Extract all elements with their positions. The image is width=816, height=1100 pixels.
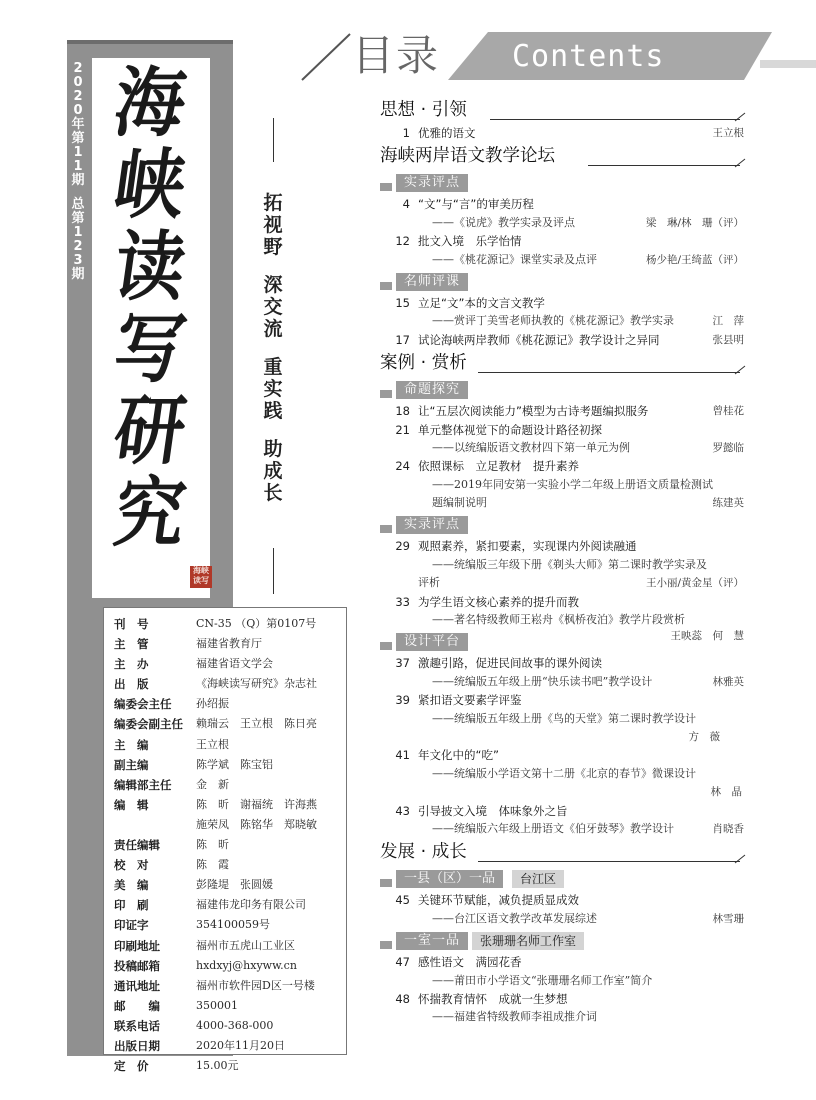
article-subtitle: ——赏评丁美雪老师执教的《桃花源记》教学实录 — [432, 314, 674, 328]
info-value: 福州市五虎山工业区 — [196, 938, 295, 952]
info-row — [114, 1056, 338, 1076]
article-subtitle: ——著名特级教师王崧舟《枫桥夜泊》教学片段赏析 — [432, 613, 685, 627]
info-row — [114, 694, 338, 714]
info-value: 354100059号 — [196, 918, 270, 932]
magazine-title-calligraphy — [100, 57, 200, 558]
page-number: 33 — [395, 594, 410, 609]
masthead-info-box — [103, 607, 347, 1074]
header-mulu-title: 目录 — [352, 31, 441, 80]
section-rule — [490, 119, 740, 120]
info-value: 赖瑞云 王立根 陈日亮 — [196, 717, 317, 731]
section-tick-icon — [734, 158, 746, 168]
info-row — [114, 654, 338, 674]
article-author: 江 萍 — [712, 315, 744, 328]
title-char: 究 — [108, 467, 192, 558]
toc-entry[interactable] — [380, 232, 746, 269]
title-char: 写 — [108, 303, 192, 394]
article-subtitle: ——统编版五年级上册“快乐读书吧”教学设计 — [432, 674, 653, 688]
section-title: 发展 · 成长 — [380, 842, 467, 863]
article-title: 立足“文”本的文言文教学 — [418, 295, 545, 310]
info-label: 责任编辑 — [114, 838, 160, 853]
section-heading — [380, 98, 746, 124]
page-number: 29 — [395, 539, 410, 554]
article-subtitle: ——统编版三年级下册《剃头大师》第二课时教学实录及 — [432, 557, 707, 571]
info-row — [114, 915, 338, 935]
toc-entry[interactable] — [380, 195, 746, 232]
info-label: 印 刷 — [114, 898, 149, 913]
toc-entry[interactable] — [380, 402, 746, 420]
article-subtitle: ——福建省特级教师李祖成推介词 — [432, 1010, 597, 1024]
article-title: 感性语文 满园花香 — [418, 955, 522, 970]
title-char: 峡 — [108, 139, 192, 230]
subsection-label: 名师评课 — [396, 273, 468, 291]
section-rule — [588, 165, 740, 166]
info-value: 350001 — [196, 998, 238, 1012]
article-subtitle: ——统编版小学语文第十二册《北京的春节》微课设计 — [432, 766, 696, 780]
info-label: 印证字 — [114, 918, 149, 933]
info-row — [114, 815, 338, 835]
info-label: 编委会副主任 — [114, 717, 183, 732]
section-rule — [478, 861, 740, 862]
header-right-bar — [760, 60, 816, 68]
info-value: 施荣凤 陈铭华 郑晓敏 — [196, 817, 317, 831]
page-number: 47 — [395, 955, 410, 970]
info-row — [114, 895, 338, 915]
article-author: 练建英 — [712, 497, 744, 510]
left-column-top-edge — [67, 40, 233, 44]
article-title: 引导披文入境 体味象外之旨 — [418, 803, 568, 818]
subsection-tag — [380, 515, 746, 535]
info-label: 编辑部主任 — [114, 777, 172, 792]
title-char: 读 — [108, 221, 192, 312]
toc-entry[interactable] — [380, 457, 746, 512]
article-author: 方 薇 — [688, 730, 720, 743]
info-row — [114, 614, 338, 634]
tag-marker — [380, 183, 392, 191]
subsection-tag — [380, 931, 746, 951]
article-title: 依照课标 立足教材 提升素养 — [418, 459, 579, 474]
info-value: 彭隆堤 张圆媛 — [196, 878, 273, 892]
info-value: 福建省教育厅 — [196, 637, 262, 651]
info-row — [114, 674, 338, 694]
subsection-label: 一室一品 — [396, 932, 468, 950]
tag-marker — [380, 525, 392, 533]
article-subtitle: ——《说虎》教学实录及评点 — [432, 215, 575, 229]
section-tick-icon — [734, 112, 746, 122]
info-value: 金 新 — [196, 777, 229, 791]
subsection-label: 实录评点 — [396, 516, 468, 534]
info-row — [114, 735, 338, 755]
subsection-label: 命题探究 — [396, 381, 468, 399]
tag-marker — [380, 941, 392, 949]
subsection-tag — [380, 380, 746, 400]
info-row — [114, 795, 338, 815]
slogan-group: 重 实 践 — [263, 356, 283, 422]
article-title: 试论海峡两岸教师《桃花源记》教学设计之异同 — [418, 332, 660, 347]
page-number: 18 — [395, 404, 410, 419]
info-label: 副主编 — [114, 757, 149, 772]
info-row — [114, 996, 338, 1016]
info-label: 刊 号 — [114, 617, 149, 631]
slogan-group: 助 成 长 — [263, 438, 283, 504]
article-author: 林雪珊 — [712, 912, 744, 925]
info-label: 出 版 — [114, 677, 149, 692]
info-label: 校 对 — [114, 858, 149, 873]
article-subtitle: ——2019年同安第一实验小学二年级上册语文质量检测试 — [432, 477, 713, 491]
article-title: 让“五层次阅读能力”模型为古诗考题编拟服务 — [418, 404, 649, 419]
toc-entry[interactable] — [380, 953, 746, 990]
article-author: 肖晓香 — [712, 822, 744, 835]
info-row — [114, 956, 338, 976]
red-seal-icon: 海峡 读写 — [190, 566, 212, 588]
subsection-label: 设计平台 — [396, 633, 468, 651]
info-row — [114, 775, 338, 795]
page-number: 39 — [395, 693, 410, 708]
info-row — [114, 835, 338, 855]
info-value: CN-35 （Q）第0107号 — [196, 617, 317, 630]
section-title: 案例 · 赏析 — [380, 353, 467, 374]
article-title: 紧扣语文要素学评鉴 — [418, 693, 522, 708]
info-row — [114, 875, 338, 895]
article-title: 单元整体视觉下的命题设计路径初探 — [418, 422, 602, 437]
slogan-top-rule — [273, 118, 274, 162]
info-label: 联系电话 — [114, 1018, 160, 1033]
info-value: 孙绍振 — [196, 697, 229, 711]
info-value: 陈 昕 谢福统 许海燕 — [196, 797, 317, 811]
subsection-label: 一县（区）一品 — [396, 870, 503, 888]
info-label: 主 编 — [114, 737, 149, 752]
page-number: 15 — [395, 295, 410, 310]
article-subtitle: ——台江区语文教学改革发展综述 — [432, 911, 597, 925]
article-subtitle-continued: 题编制说明 — [432, 496, 487, 510]
page-number: 37 — [395, 656, 410, 671]
article-title: “文”与“言”的审美历程 — [418, 197, 534, 212]
info-value: 福建伟龙印务有限公司 — [196, 898, 306, 912]
article-author: 王映蕊 何 慧 — [670, 630, 744, 643]
article-title: 优雅的语文 — [418, 126, 476, 140]
info-label: 编委会主任 — [114, 697, 172, 712]
info-row — [114, 1016, 338, 1036]
article-author: 林雅英 — [712, 675, 744, 688]
page-number: 41 — [395, 748, 410, 763]
info-label: 投稿邮箱 — [114, 958, 160, 973]
subsection-studio-tag: 张珊珊名师工作室 — [472, 932, 584, 950]
info-value: 《海峡读写研究》杂志社 — [196, 677, 317, 691]
info-value: 陈 霞 — [196, 858, 229, 872]
page-number: 43 — [395, 803, 410, 818]
section-tick-icon — [734, 854, 746, 864]
article-subtitle: ——以统编版语文教材四下第一单元为例 — [432, 440, 630, 454]
article-author: 曾桂花 — [712, 405, 744, 418]
tag-marker — [380, 282, 392, 290]
article-author: 张县明 — [712, 333, 744, 346]
info-label: 出版日期 — [114, 1038, 160, 1053]
toc-entry[interactable] — [380, 654, 746, 691]
article-author: 王小丽/黄金星（评） — [645, 577, 744, 590]
article-title: 观照素养，紧扣要素，实现课内外阅读融通 — [418, 539, 637, 554]
section-title: 海峡两岸语文教学论坛 — [380, 146, 555, 167]
toc-entry[interactable] — [380, 691, 746, 746]
slogan-vertical — [262, 192, 284, 520]
subsection-tag — [380, 632, 746, 652]
article-title: 怀揣教育情怀 成就一生梦想 — [418, 991, 568, 1006]
toc-entry[interactable] — [380, 990, 746, 1027]
info-label — [114, 815, 196, 835]
info-label: 通讯地址 — [114, 978, 160, 993]
page-number: 1 — [402, 126, 410, 140]
header-slash-icon — [300, 32, 360, 82]
info-label: 主 管 — [114, 637, 149, 652]
article-author: 杨少艳/王绮蓝（评） — [645, 253, 744, 266]
info-row — [114, 1036, 338, 1056]
info-row — [114, 634, 338, 654]
info-value: 陈学斌 陈宝铝 — [196, 757, 273, 771]
title-char: 海 — [108, 57, 192, 148]
issue-number-vertical: 2 0 2 0 年 第 1 1 期 总 第 1 2 3 期 — [71, 61, 85, 282]
section-heading — [380, 840, 746, 866]
section-title: 思想 · 引领 — [380, 100, 467, 120]
title-char: 研 — [108, 385, 192, 476]
article-author: 林 晶 — [710, 786, 742, 799]
info-row — [114, 855, 338, 875]
article-author: 罗懿临 — [712, 441, 744, 454]
toc-entry[interactable] — [380, 331, 746, 349]
toc-entry[interactable] — [380, 294, 746, 331]
info-value: 王立根 — [196, 737, 229, 751]
info-value: 陈 昕 — [196, 838, 229, 852]
page-number: 4 — [402, 197, 410, 212]
slogan-group: 深 交 流 — [263, 274, 283, 340]
info-value: 福州市软件园D区一号楼 — [196, 978, 315, 992]
subsection-tag — [380, 272, 746, 292]
info-row — [114, 714, 338, 734]
info-label: 主 办 — [114, 657, 149, 672]
subsection-region-tag: 台江区 — [512, 870, 564, 888]
article-title: 激趣引路，促进民间故事的课外阅读 — [418, 656, 602, 671]
section-tick-icon — [734, 365, 746, 375]
page-number: 12 — [395, 234, 410, 249]
page-number: 48 — [395, 991, 410, 1006]
article-author: 王立根 — [712, 127, 744, 139]
subsection-tag — [380, 869, 746, 889]
info-value: hxdxyj@hxyww.cn — [196, 958, 297, 972]
info-row — [114, 936, 338, 956]
info-label: 邮 编 — [114, 998, 160, 1013]
toc-entry[interactable] — [380, 537, 746, 592]
subsection-tag — [380, 173, 746, 193]
page-number: 24 — [395, 459, 410, 474]
page-number: 21 — [395, 422, 410, 437]
table-of-contents — [380, 96, 746, 1027]
article-subtitle: ——统编版五年级上册《鸟的天堂》第二课时教学设计 — [432, 711, 696, 725]
toc-entry[interactable] — [380, 802, 746, 839]
article-title: 批文入境 乐学怡情 — [418, 234, 522, 249]
subsection-label: 实录评点 — [396, 174, 468, 192]
toc-entry[interactable] — [380, 593, 746, 630]
info-value: 15.00元 — [196, 1059, 239, 1073]
article-subtitle-continued: 评析 — [418, 576, 440, 590]
info-row — [114, 976, 338, 996]
info-label: 美 编 — [114, 878, 149, 893]
article-subtitle: ——莆田市小学语文“张珊珊名师工作室”简介 — [432, 973, 653, 987]
article-author: 梁 琳/林 珊（评） — [645, 216, 744, 229]
section-heading — [380, 144, 746, 170]
header-contents-text: Contents — [512, 39, 665, 74]
page-number: 45 — [395, 893, 410, 908]
info-label: 编 辑 — [114, 797, 149, 812]
info-row — [114, 755, 338, 775]
article-subtitle: ——《桃花源记》课堂实录及点评 — [432, 252, 597, 266]
toc-entry[interactable] — [380, 746, 746, 801]
section-heading — [380, 351, 746, 377]
toc-entry[interactable] — [380, 891, 746, 928]
info-label: 定 价 — [114, 1059, 149, 1074]
toc-entry[interactable] — [380, 124, 746, 142]
article-title: 关键环节赋能，减负提质显成效 — [418, 893, 579, 908]
article-title: 为学生语文核心素养的提升而教 — [418, 594, 579, 609]
info-value: 4000-368-000 — [196, 1018, 274, 1032]
tag-marker — [380, 642, 392, 650]
article-subtitle: ——统编版六年级上册语文《伯牙鼓琴》教学设计 — [432, 821, 674, 835]
section-rule — [478, 372, 740, 373]
tag-marker — [380, 879, 392, 887]
slogan-group: 拓 视 野 — [263, 192, 283, 258]
article-title: 年文化中的“吃” — [418, 748, 499, 763]
page-number: 17 — [395, 332, 410, 347]
tag-marker — [380, 390, 392, 398]
info-value: 2020年11月20日 — [196, 1038, 285, 1052]
info-label: 印刷地址 — [114, 938, 160, 953]
info-value: 福建省语文学会 — [196, 657, 273, 671]
slogan-bottom-rule — [273, 548, 274, 594]
toc-entry[interactable] — [380, 421, 746, 458]
